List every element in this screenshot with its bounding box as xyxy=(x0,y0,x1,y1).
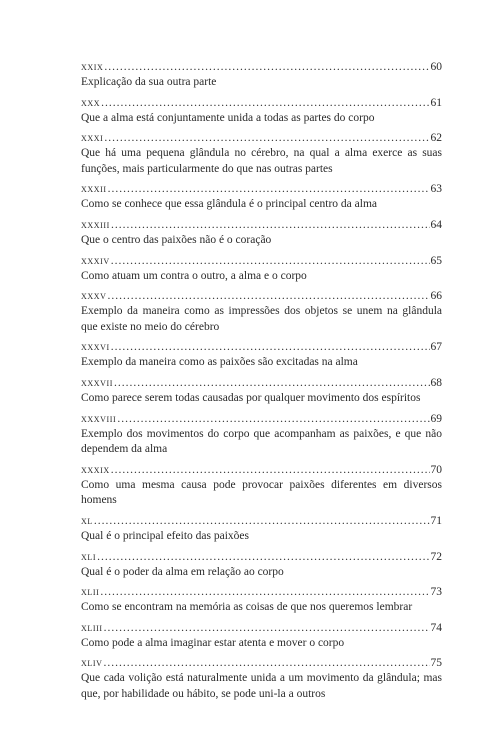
chapter-number: xliii xyxy=(81,621,103,634)
toc-entry xyxy=(81,254,442,285)
chapter-number: xxxii xyxy=(81,183,107,196)
page-number: 61 xyxy=(430,96,442,109)
toc-entry-header xyxy=(81,656,442,671)
chapter-description: Qual é o principal efeito das paixões xyxy=(81,529,249,542)
chapter-description: Como uma mesma causa pode provocar paixões diferentes em diversos homens xyxy=(81,478,442,507)
chapter-number: xlii xyxy=(81,586,100,599)
toc-entry-header xyxy=(81,340,442,355)
chapter-number: xxxix xyxy=(81,463,110,476)
dot-leader xyxy=(104,656,430,671)
page-number: 74 xyxy=(430,621,442,634)
dot-leader xyxy=(111,254,430,269)
toc-entry xyxy=(81,656,442,702)
dot-leader xyxy=(100,585,429,600)
chapter-number: xli xyxy=(81,550,97,563)
toc-entry-header xyxy=(81,621,442,636)
dot-leader xyxy=(104,60,429,75)
chapter-description: Que o centro das paixões não é o coração xyxy=(81,233,272,246)
page-number: 64 xyxy=(430,218,442,231)
chapter-description: Como se conhece que essa glândula é o principal centro da alma xyxy=(81,198,378,211)
toc-entry-header xyxy=(81,550,442,565)
page-number: 70 xyxy=(430,463,442,476)
page-number: 69 xyxy=(430,412,442,425)
toc-entry-header xyxy=(81,96,442,111)
dot-leader xyxy=(111,463,430,478)
toc-entry xyxy=(81,412,442,458)
page-number: 66 xyxy=(430,290,442,303)
chapter-description: Exemplo dos movimentos do corpo que acompanham as paixões, e que não dependem da alma xyxy=(81,427,442,456)
chapter-description: Qual é o poder da alma em relação ao corpo xyxy=(81,565,284,578)
toc-entry xyxy=(81,131,442,177)
toc-entry-header xyxy=(81,412,442,427)
toc-entry-header xyxy=(81,131,442,146)
toc-entry xyxy=(81,289,442,335)
page-number: 72 xyxy=(430,550,442,563)
toc-entry xyxy=(81,340,442,371)
toc-entry-header xyxy=(81,585,442,600)
chapter-description: Exemplo da maneira como as paixões são excitadas na alma xyxy=(81,356,358,369)
chapter-description: Exemplo da maneira como as impressões dos objetos se unem na glândula que existe no meio do cérebro xyxy=(81,305,442,333)
chapter-number: xliv xyxy=(81,657,103,670)
chapter-number: xxxvii xyxy=(81,376,114,389)
page-number: 75 xyxy=(430,657,442,670)
toc-entry xyxy=(81,376,442,407)
chapter-number: xxxv xyxy=(81,290,107,303)
toc-entry-header xyxy=(81,463,442,478)
toc-entry xyxy=(81,514,442,545)
chapter-number: xxxi xyxy=(81,132,104,145)
page-number: 73 xyxy=(430,586,442,599)
chapter-number: xxxiv xyxy=(81,254,110,267)
toc-entry xyxy=(81,182,442,213)
page-number: 71 xyxy=(430,514,442,527)
dot-leader xyxy=(104,131,429,146)
dot-leader xyxy=(111,340,430,355)
dot-leader xyxy=(104,621,430,636)
dot-leader xyxy=(108,182,430,197)
chapter-number: xl xyxy=(81,514,93,527)
page-number: 65 xyxy=(430,254,442,267)
chapter-number: xxxviii xyxy=(81,412,117,425)
dot-leader xyxy=(97,550,429,565)
dot-leader xyxy=(108,289,430,304)
chapter-description: Que cada volição está naturalmente unida a um movimento da glândula; mas que, por habilidade ou hábito, se pode uni-la a outros xyxy=(81,672,442,700)
dot-leader xyxy=(101,96,429,111)
table-of-contents xyxy=(81,60,442,707)
chapter-description: Como pode a alma imaginar estar atenta e mover o corpo xyxy=(81,636,345,649)
page-number: 67 xyxy=(430,341,442,354)
chapter-number: xxx xyxy=(81,96,101,109)
dot-leader xyxy=(94,514,430,529)
chapter-description: Como parece serem todas causadas por qualquer movimento dos espíritos xyxy=(81,391,421,404)
toc-entry xyxy=(81,60,442,91)
dot-leader xyxy=(117,412,429,427)
toc-entry-header xyxy=(81,218,442,233)
toc-entry-header xyxy=(81,289,442,304)
toc-entry xyxy=(81,218,442,249)
chapter-description: Como atuam um contra o outro, a alma e o corpo xyxy=(81,269,307,282)
toc-entry-header xyxy=(81,514,442,529)
toc-entry xyxy=(81,96,442,127)
toc-entry xyxy=(81,550,442,581)
chapter-description: Explicação da sua outra parte xyxy=(81,76,217,88)
chapter-description: Como se encontram na memória as coisas de que nos queremos lembrar xyxy=(81,601,413,614)
dot-leader xyxy=(111,218,430,233)
toc-entry-header xyxy=(81,182,442,197)
chapter-number: xxxvi xyxy=(81,341,110,354)
toc-entry-header xyxy=(81,376,442,391)
chapter-description: Que a alma está conjuntamente unida a todas as partes do corpo xyxy=(81,111,375,124)
page-number: 63 xyxy=(430,183,442,196)
chapter-number: xxxiii xyxy=(81,218,110,231)
toc-entry xyxy=(81,585,442,616)
dot-leader xyxy=(114,376,429,391)
page-number: 68 xyxy=(430,376,442,389)
page-number: 62 xyxy=(430,132,442,145)
toc-entry xyxy=(81,621,442,652)
chapter-description: Que há uma pequena glândula no cérebro, na qual a alma exerce as suas funções, mais particularmente do que nas outras partes xyxy=(81,147,442,175)
page-number: 60 xyxy=(430,61,442,73)
chapter-number: xxix xyxy=(81,61,104,73)
toc-entry-header xyxy=(81,60,442,75)
toc-entry xyxy=(81,463,442,509)
toc-entry-header xyxy=(81,254,442,269)
